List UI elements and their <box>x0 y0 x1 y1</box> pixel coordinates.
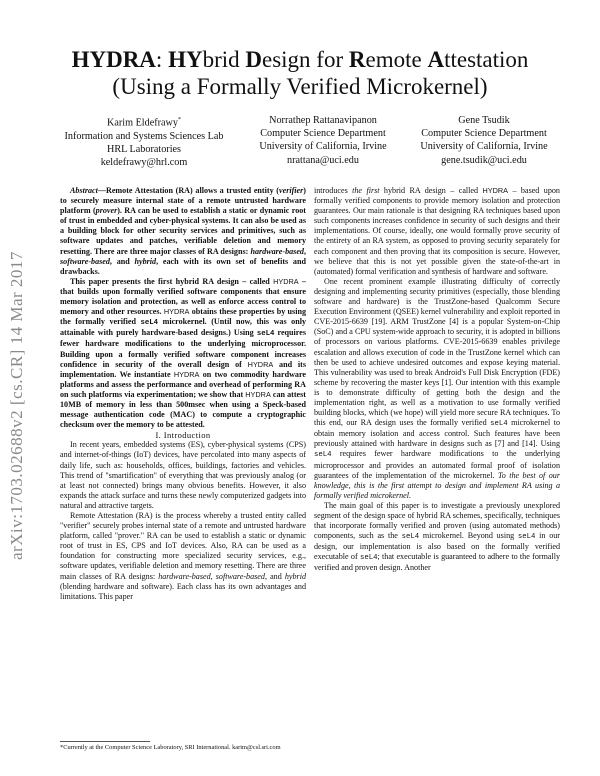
author-affiliation: Information and Systems Sciences Lab <box>64 130 224 142</box>
author-affiliation: Computer Science Department <box>421 128 547 140</box>
author-email: nrattana@uci.edu <box>287 154 359 166</box>
footnote: *Currently at the Computer Science Laboratory, SRI International. karim@csl.sri.com <box>60 744 281 751</box>
author-org: University of California, Irvine <box>259 141 387 153</box>
author-email: gene.tsudik@uci.edu <box>441 154 527 166</box>
paper-title <box>40 46 560 100</box>
abstract-paragraph-2: This paper presents the first hybrid RA design – called HYDRA – that builds upon formally verified software components that ensure memory isolation and protection, as well as enforce access control to memory and other resources. HYDRA obtains these properties by using the formally verified seL4 microkernel. (Until now, this was only attainable with purely hardware-based designs.) Using seL4 requires fewer hardware modifications to the underlying microprocessor. Building upon a formally verified software component increases confidence in security of the overall design of HYDRA and its implementation. We instantiate HYDRA on two commodity hardware platforms and assess the performance and overhead of performing RA on such platforms via experimentation; we show that HYDRA can attest 10MB of memory in less than 500msec when using a Speck-based message authentication code (MAC) to compute a cryptographic checksum over the memory to be attested. <box>60 276 307 430</box>
author-email: keldefrawy@hrl.com <box>100 157 188 168</box>
author-footnote-mark: * <box>178 117 181 123</box>
author-name: Gene Tsudik <box>458 115 510 126</box>
author-block-1 <box>64 114 224 169</box>
right-column <box>314 186 560 574</box>
author-org: HRL Laboratories <box>106 143 182 155</box>
arxiv-identifier: arXiv:1703.02688v2 [cs.CR] 14 Mar 2017 <box>7 251 26 560</box>
intro-paragraph-3: introduces the first hybrid RA design – called HYDRA – based upon formally verified components to provide memory isolation and protection guarantees. Our main rationale is that designing RA techniques based upon such components increases confidence in security of such designs and their implementations. Of course, ideally, one would formally prove security of the entirety of an RA system, as opposed to proving security separately for each component and then proving that its composition is secure. However, we believe that this is not yet possible given the state-of-the-art in (automated) formal verification and synthesis of hardware and software. <box>314 186 560 276</box>
abstract-paragraph-1: Abstract—Remote Attestation (RA) allows a trusted entity (verifier) to securely measure internal state of a remote untrusted hardware platform (prover). RA can be used to establish a static or dynamic root of trust in embedded and cyber-physical systems. It can also be used as a building block for other security services and primitives, such as software updates and patches, verifiable deletion and memory resetting. There are three major classes of RA designs: hardware-based, software-based, and hybrid, each with its own set of benefits and drawbacks. <box>60 186 306 276</box>
intro-paragraph-5: The main goal of this paper is to investigate a previously unexplored segment of the design space of hybrid RA schemes, specifically, techniques that incorporate formally verified and proven (using automated methods) components, such as the seL4 microkernel. Beyond using seL4 in our design, our implementation is also based on the formally verified executable of seL4; that executable is guaranteed to adhere to the formally verified and proven design. Another <box>314 500 560 573</box>
intro-paragraph-4: One recent prominent example illustrating difficulty of correctly designing and implementing security primitives (especially, those blending software and hardware) is the TrustZone-based Qualcomm Secure Execution Environment (QSEE) kernel vulnerability and exploit reported in CVE-2015-6639 [19]. ARM TrustZone [4] is a popular System-on-Chip (SoC) and a CPU system-wide approach to security, it is adopted in billions of processors on various platforms. CVE-2015-6639 enables privilege escalation and allows execution of code in the TrustZone kernel which can then be used to achieve undesired outcomes and expose keying material. This vulnerability was used to break Android's Full Disk Encryption (FDE) scheme by recovering the master keys [1]. Our intention with this example is to demonstrate difficulty of getting both the design and the implementation right, as well as a motivation to use formally verified building blocks, which (we hope) will yield more secure RA techniques. To this end, our RA design uses the formally verified seL4 microkernel to obtain memory isolation and access control. Such features have been previously attained with hardware in designs such as [7] and [14]. Using seL4 requires fewer hardware modifications to the underlying microprocessor and provides an automated formal proof of isolation guarantees of the implementation of the microkernel. To the best of our knowledge, this is the first attempt to design and implement RA using a formally verified microkernel. <box>314 276 560 500</box>
title-line-2: (Using a Formally Verified Microkernel) <box>112 74 488 99</box>
intro-paragraph-1: In recent years, embedded systems (ES), cyber-physical systems (CPS) and internet-of-things (IoT) devices, have percolated into many aspects of daily life, such as: households, offices, buildings, factories and vehicles. This trend of "smartification" of everything that was previously analog (or at least not connected) brings many obvious benefits. However, it also expands the attack surface and turns these newly computerized gadgets into natural and attractive targets. <box>60 440 306 510</box>
author-name: Karim Eldefrawy <box>107 117 178 129</box>
footnote-rule <box>60 741 150 742</box>
author-affiliation: Computer Science Department <box>260 128 386 140</box>
section-heading-introduction: I. Introduction <box>155 430 211 441</box>
author-name: Norrathep Rattanavipanon <box>269 115 377 126</box>
left-column <box>60 186 306 602</box>
intro-paragraph-2: Remote Attestation (RA) is the process whereby a trusted entity called "verifier" securely probes internal state of a remote and untrusted hardware platform, called "prover." RA can be used to establish a static or dynamic root of trust in ES, CPS and IoT devices. Also, RA can be used as a foundation for constructing more specialized security services, e.g., software updates, verifiable deletion and memory resetting. There are three main classes of RA designs: hardware-based, software-based, and hybrid (blending hardware and software). Each class has its own advantages and limitations. This paper <box>60 511 306 601</box>
title-line-1: HYDRA: HYbrid Design for Remote Attestation <box>71 47 529 72</box>
author-block-2 <box>243 114 403 167</box>
author-org: University of California, Irvine <box>420 141 548 153</box>
author-block-3 <box>410 114 558 167</box>
